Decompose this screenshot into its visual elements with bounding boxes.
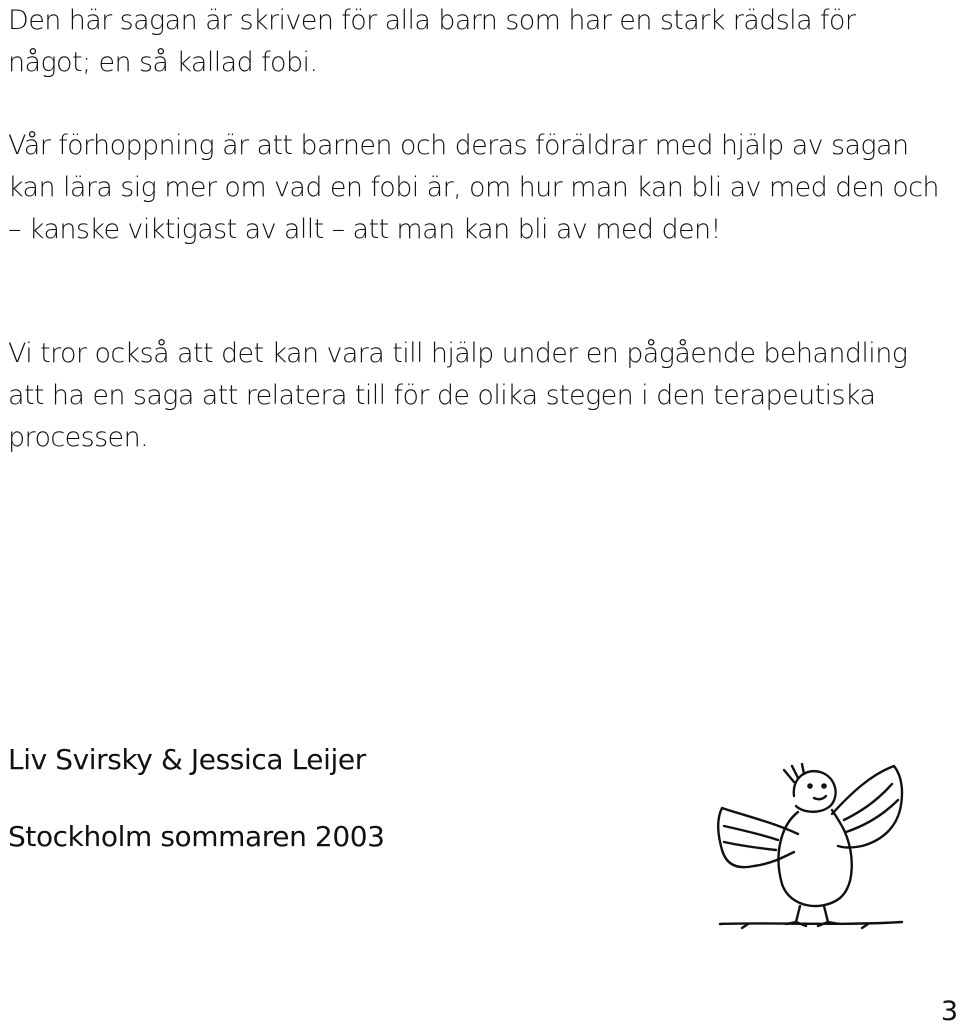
intro-paragraph: Den här sagan är skriven för alla barn som har en stark rädsla för något; en så kallad fobi.: [8, 5, 856, 78]
place-date-line: Stockholm sommaren 2003: [8, 820, 385, 853]
author-signature: Liv Svirsky & Jessica Leijer: [8, 743, 366, 776]
page-number: 3: [940, 996, 958, 1027]
therapy-paragraph: Vi tror också att det kan vara till hjälp under en pågående behandling att ha en saga att relatera till för de olika stegen i den terapeutiska processen.: [8, 338, 908, 453]
hope-paragraph: Vår förhoppning är att barnen och deras föräldrar med hjälp av sagan kan lära sig mer om vad en fobi är, om hur man kan bli av med den och – kanske viktigast av allt – att man kan bli av med den!: [8, 130, 939, 245]
bird-drawing-icon: [712, 760, 908, 932]
